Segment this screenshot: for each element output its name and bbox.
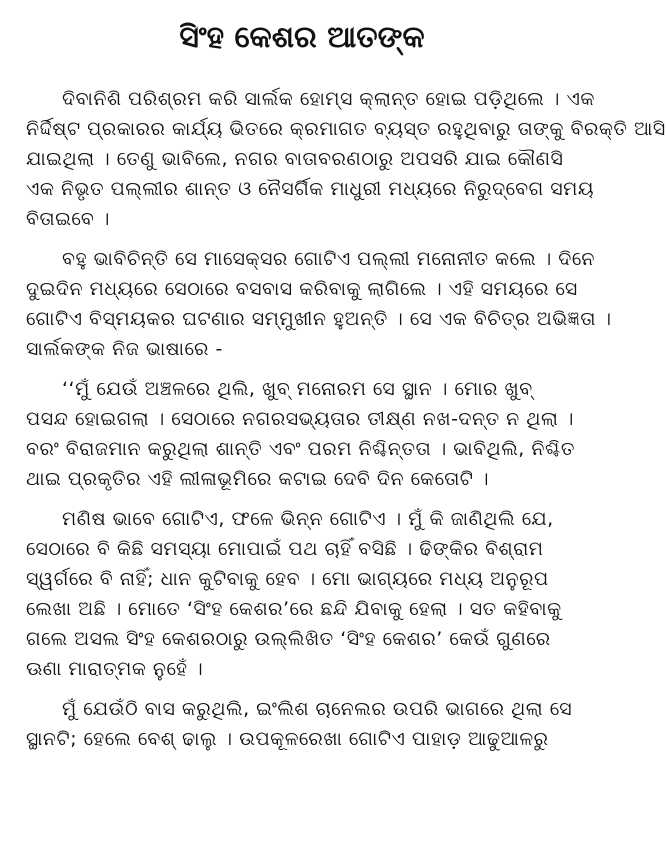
text-line: ପସନ୍ଦ ହୋଇଗଲା । ସେଠାରେ ନଗରସଭ୍ୟତାର ତୀକ୍ଷ୍ଣ ନଖ-ଦନ୍ତ ନ ଥିଲା । <box>26 408 574 430</box>
paragraph <box>26 694 578 754</box>
text-line: ଊଣା ମାରାତ୍ମକ ନୁହେଁ । <box>26 658 204 680</box>
text-line: ଦିବାନିଶି ପରିଶ୍ରମ କରି ସାର୍ଲକ ହୋମ୍ସ କ୍ଲାନ୍ତ ହୋଇ ପଡ଼ିଥିଲେ । ଏକ <box>62 88 595 110</box>
text-line: ନିର୍ଦ୍ଦିଷ୍ଟ ପ୍ରକାରର କାର୍ଯ୍ୟ ଭିତରେ କ୍ରମାଗତ ବ୍ୟସ୍ତ ରହୁଥିବାରୁ ତାଙ୍କୁ ବିରକ୍ତି ଆସି <box>26 118 666 140</box>
text-line: ଲେଖା ଅଛି । ମୋତେ ‘ସିଂହ କେଶର’ରେ ଛନ୍ଦି ଯିବାକୁ ହେଲା । ସତ କହିବାକୁ <box>26 598 562 620</box>
text-line: ଗୋଟିଏ ବିସ୍ମୟକର ଘଟଣାର ସମ୍ମୁଖୀନ ହୁଅନ୍ତି । ସେ ଏକ ବିଚିତ୍ର ଅଭିଜ୍ଞତା । <box>26 308 612 330</box>
text-line: ସ୍ଥାନଟି; ହେଲେ ବେଶ୍ ଢାଲୁ । ଉପକୂଳରେଖା ଗୋଟିଏ ପାହାଡ଼ ଆଢୁଆଳରୁ <box>26 728 549 750</box>
text-line: ଯାଇଥିଲା । ତେଣୁ ଭାବିଲେ, ନଗର ବାତାବରଣଠାରୁ ଅପସରି ଯାଇ କୌଣସି <box>26 148 564 170</box>
text-line: ସେଠାରେ ବି କିଛି ସମସ୍ୟା ମୋପାଇଁ ପଥ ଚାହିଁ ବସିଛି । ଢିଙ୍କିର ବିଶ୍ରାମ <box>26 538 544 560</box>
text-line: ଥାଇ ପ୍ରକୃତିର ଏହି ଲୀଳାଭୂମିରେ କଟାଇ ଦେବି ଦିନ କେତୋଟି । <box>26 468 490 490</box>
text-line: ବିତାଇବେ । <box>26 208 110 230</box>
text-line: ମଣିଷ ଭାବେ ଗୋଟିଏ, ଫଳେ ଭିନ୍ନ ଗୋଟିଏ । ମୁଁ କି ଜାଣିଥିଲି ଯେ, <box>62 508 554 530</box>
text-line: ସାର୍ଲକଙ୍କ ନିଜ ଭାଷାରେ - <box>26 338 223 360</box>
paragraph <box>26 244 612 364</box>
body-text <box>26 84 666 754</box>
text-line: ଏକ ନିଭୃତ ପଲ୍ଲୀର ଶାନ୍ତ ଓ ନୈସର୍ଗିକ ମାଧୁରୀ ମଧ୍ୟରେ ନିରୁଦ୍‌ବେଗ ସମୟ <box>26 178 595 200</box>
text-line: ଗଲେ ଅସଲ ସିଂହ କେଶରଠାରୁ ଉଲ୍ଲିଖିତ ‘ସିଂହ କେଶର’ କେଉଁ ଗୁଣରେ <box>26 628 551 650</box>
paragraph <box>26 374 578 494</box>
text-line: ବରଂ ବିରାଜମାନ କରୁଥିଲା ଶାନ୍ତି ଏବଂ ପରମ ନିଶ୍ଚିନ୍ତତା । ଭାବିଥିଲି, ନିଶ୍ଚିତ <box>26 438 575 460</box>
paragraph <box>26 504 578 684</box>
text-line: ମୁଁ ଯେଉଁଠି ବାସ କରୁଥିଲି, ଇଂଲିଶ ଚାନେଲର ଉପରି ଭାଗରେ ଥିଲା ସେ <box>62 698 573 720</box>
paragraph <box>26 84 666 234</box>
text-line: ଦୁଇଦିନ ମଧ୍ୟରେ ସେଠାରେ ବସବାସ କରିବାକୁ ଲାଗିଲେ । ଏହି ସମୟରେ ସେ <box>26 278 578 300</box>
page-title: ସିଂହ କେଶର ଆତଙ୍କ <box>179 20 425 55</box>
text-line: ବହୁ ଭାବିଚିନ୍ତି ସେ ମାସେକ୍ସର ଗୋଟିଏ ପଲ୍ଲୀ ମନୋନୀତ କଲେ । ଦିନେ <box>62 248 595 270</box>
text-line: ସ୍ୱର୍ଗରେ ବି ନାହିଁ; ଧାନ କୁଟିବାକୁ ହେବ । ମୋ ଭାଗ୍ୟରେ ମଧ୍ୟ ଅନୁରୂପ <box>26 568 549 590</box>
text-line: ‘‘ମୁଁ ଯେଉଁ ଅଞ୍ଚଳରେ ଥିଲି, ଖୁବ୍ ମନୋରମ ସେ ସ୍ଥାନ । ମୋର ଖୁବ୍ <box>62 378 533 400</box>
